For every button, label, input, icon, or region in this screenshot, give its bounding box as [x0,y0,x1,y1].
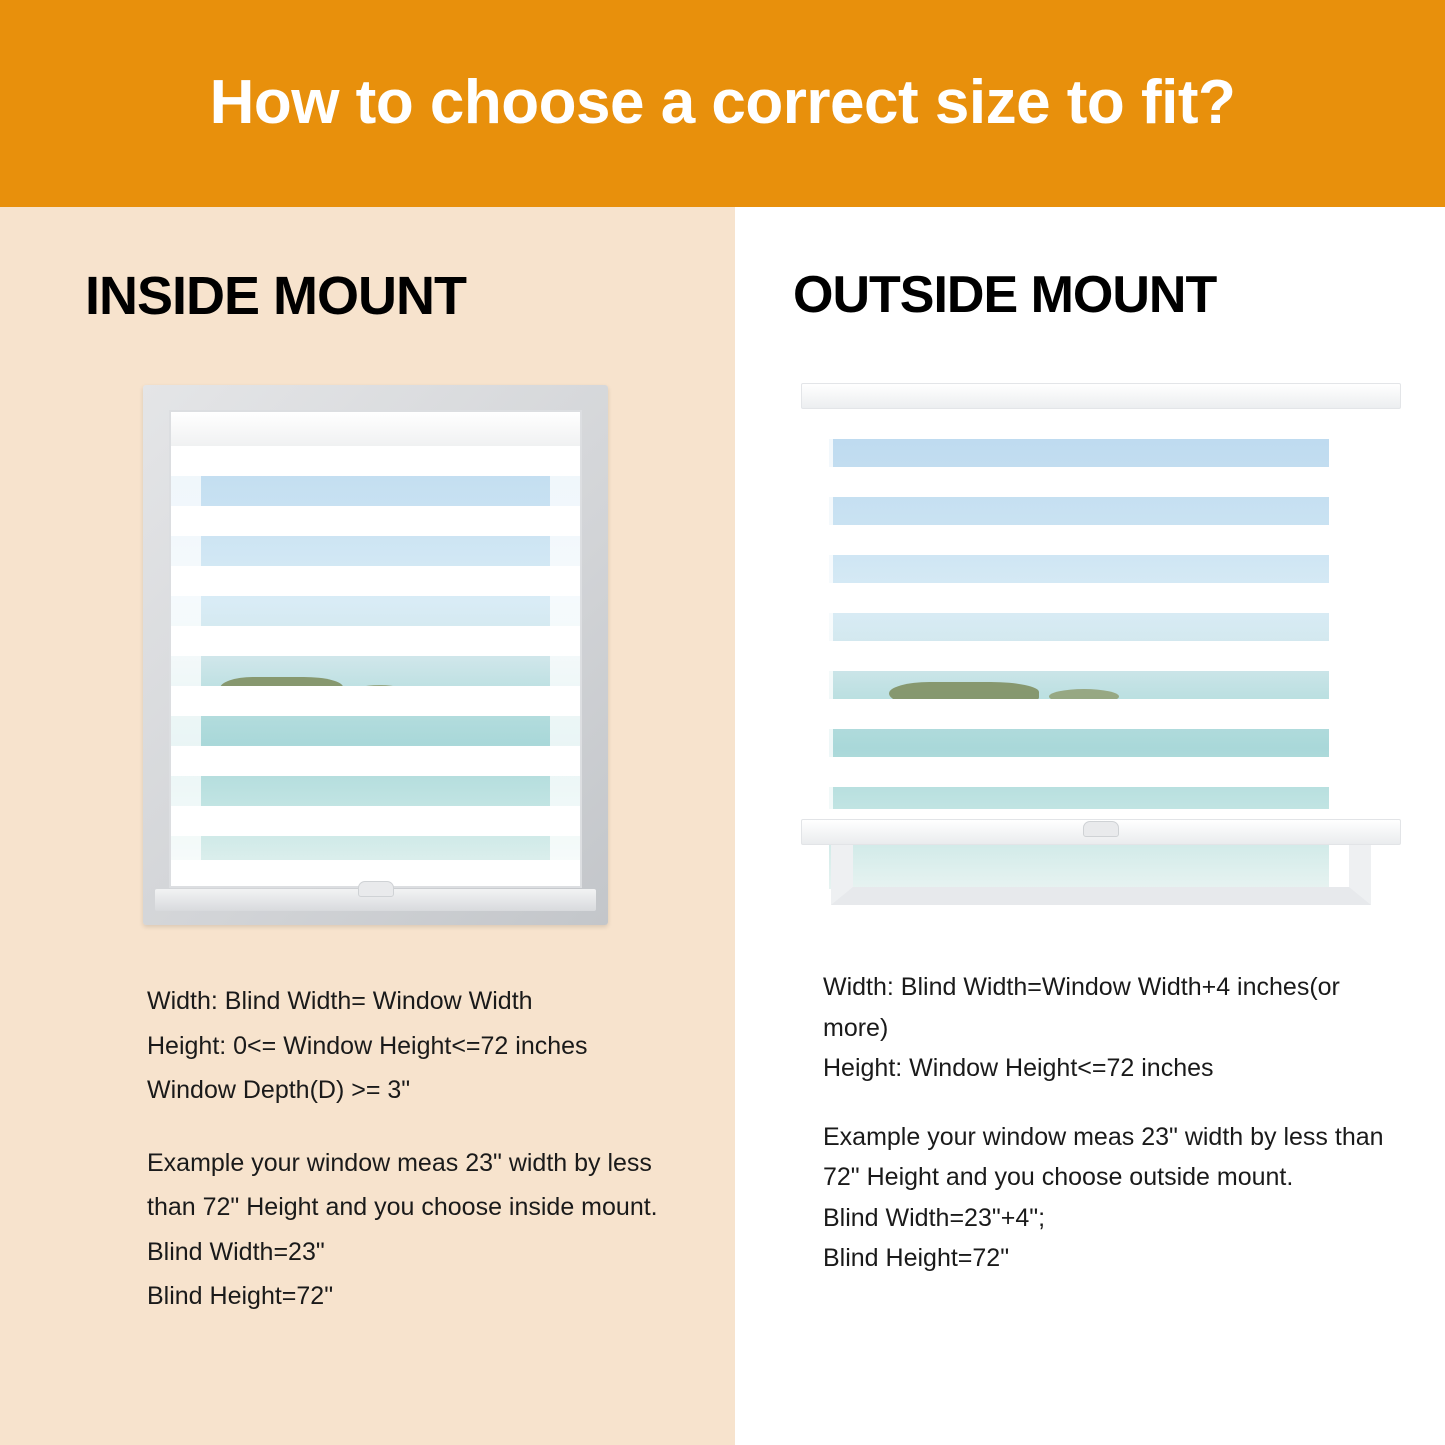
blind-slat [801,409,1401,439]
blind-side-tape-left [171,446,201,886]
blind-headrail [171,412,580,447]
blind-slat [171,806,580,836]
outside-mount-window-illustration [801,383,1401,923]
inside-example-intro: Example your window meas 23" width by less than 72" Height and you choose inside mount. [147,1148,658,1221]
blind-side-tape-left [801,409,833,839]
outside-spec-width: Width: Blind Width=Window Width+4 inches(or more) [823,973,1340,1042]
blind-slat [801,467,1401,497]
outside-mount-title: OUTSIDE MOUNT [793,266,1217,324]
text-gap [147,1113,683,1141]
window-latch-icon [358,881,394,897]
inside-example-height: Blind Height=72" [147,1282,334,1310]
blind-slat [801,699,1401,729]
blind-side-tape-right [1369,409,1401,839]
inside-example-width: Blind Width=23" [147,1237,325,1266]
blind-slat [171,446,580,476]
blind-slat [171,566,580,596]
inside-mount-title: INSIDE MOUNT [85,266,467,326]
outside-example-width: Blind Width=23"+4"; [823,1203,1046,1232]
inside-mount-text [147,979,683,1319]
inside-mount-window-illustration [143,385,608,925]
blind-slat [801,583,1401,613]
outside-mount-column [735,207,1445,1445]
blind-headrail-outside [801,383,1401,409]
inside-mount-column [0,207,735,1445]
zebra-blind [801,409,1401,839]
window-latch-icon [1083,821,1119,837]
window-frame-inner [169,410,582,888]
blind-slat [801,757,1401,787]
blind-side-tape-right [550,446,580,886]
outside-example-intro: Example your window meas 23" width by less than 72" Height and you choose outside mount. [823,1122,1384,1191]
outside-spec-height: Height: Window Height<=72 inches [823,1054,1214,1082]
window-apron [831,843,1371,905]
text-gap [823,1089,1405,1117]
outside-example-height: Blind Height=72" [823,1244,1010,1272]
inside-spec-depth: Window Depth(D) >= 3" [147,1076,411,1104]
blind-slat [171,506,580,536]
blind-slat [171,746,580,776]
zebra-blind [171,412,580,886]
outside-mount-text [823,967,1405,1279]
blind-slat [171,686,580,716]
blind-slat [171,626,580,656]
page-title: How to choose a correct size to fit? [209,68,1236,138]
content-body [0,207,1445,1445]
inside-spec-width: Width: Blind Width= Window Width [147,987,533,1015]
blind-slat [801,525,1401,555]
header-banner [0,0,1445,207]
blind-slat [801,641,1401,671]
inside-spec-height: Height: 0<= Window Height<=72 inches [147,1031,588,1060]
